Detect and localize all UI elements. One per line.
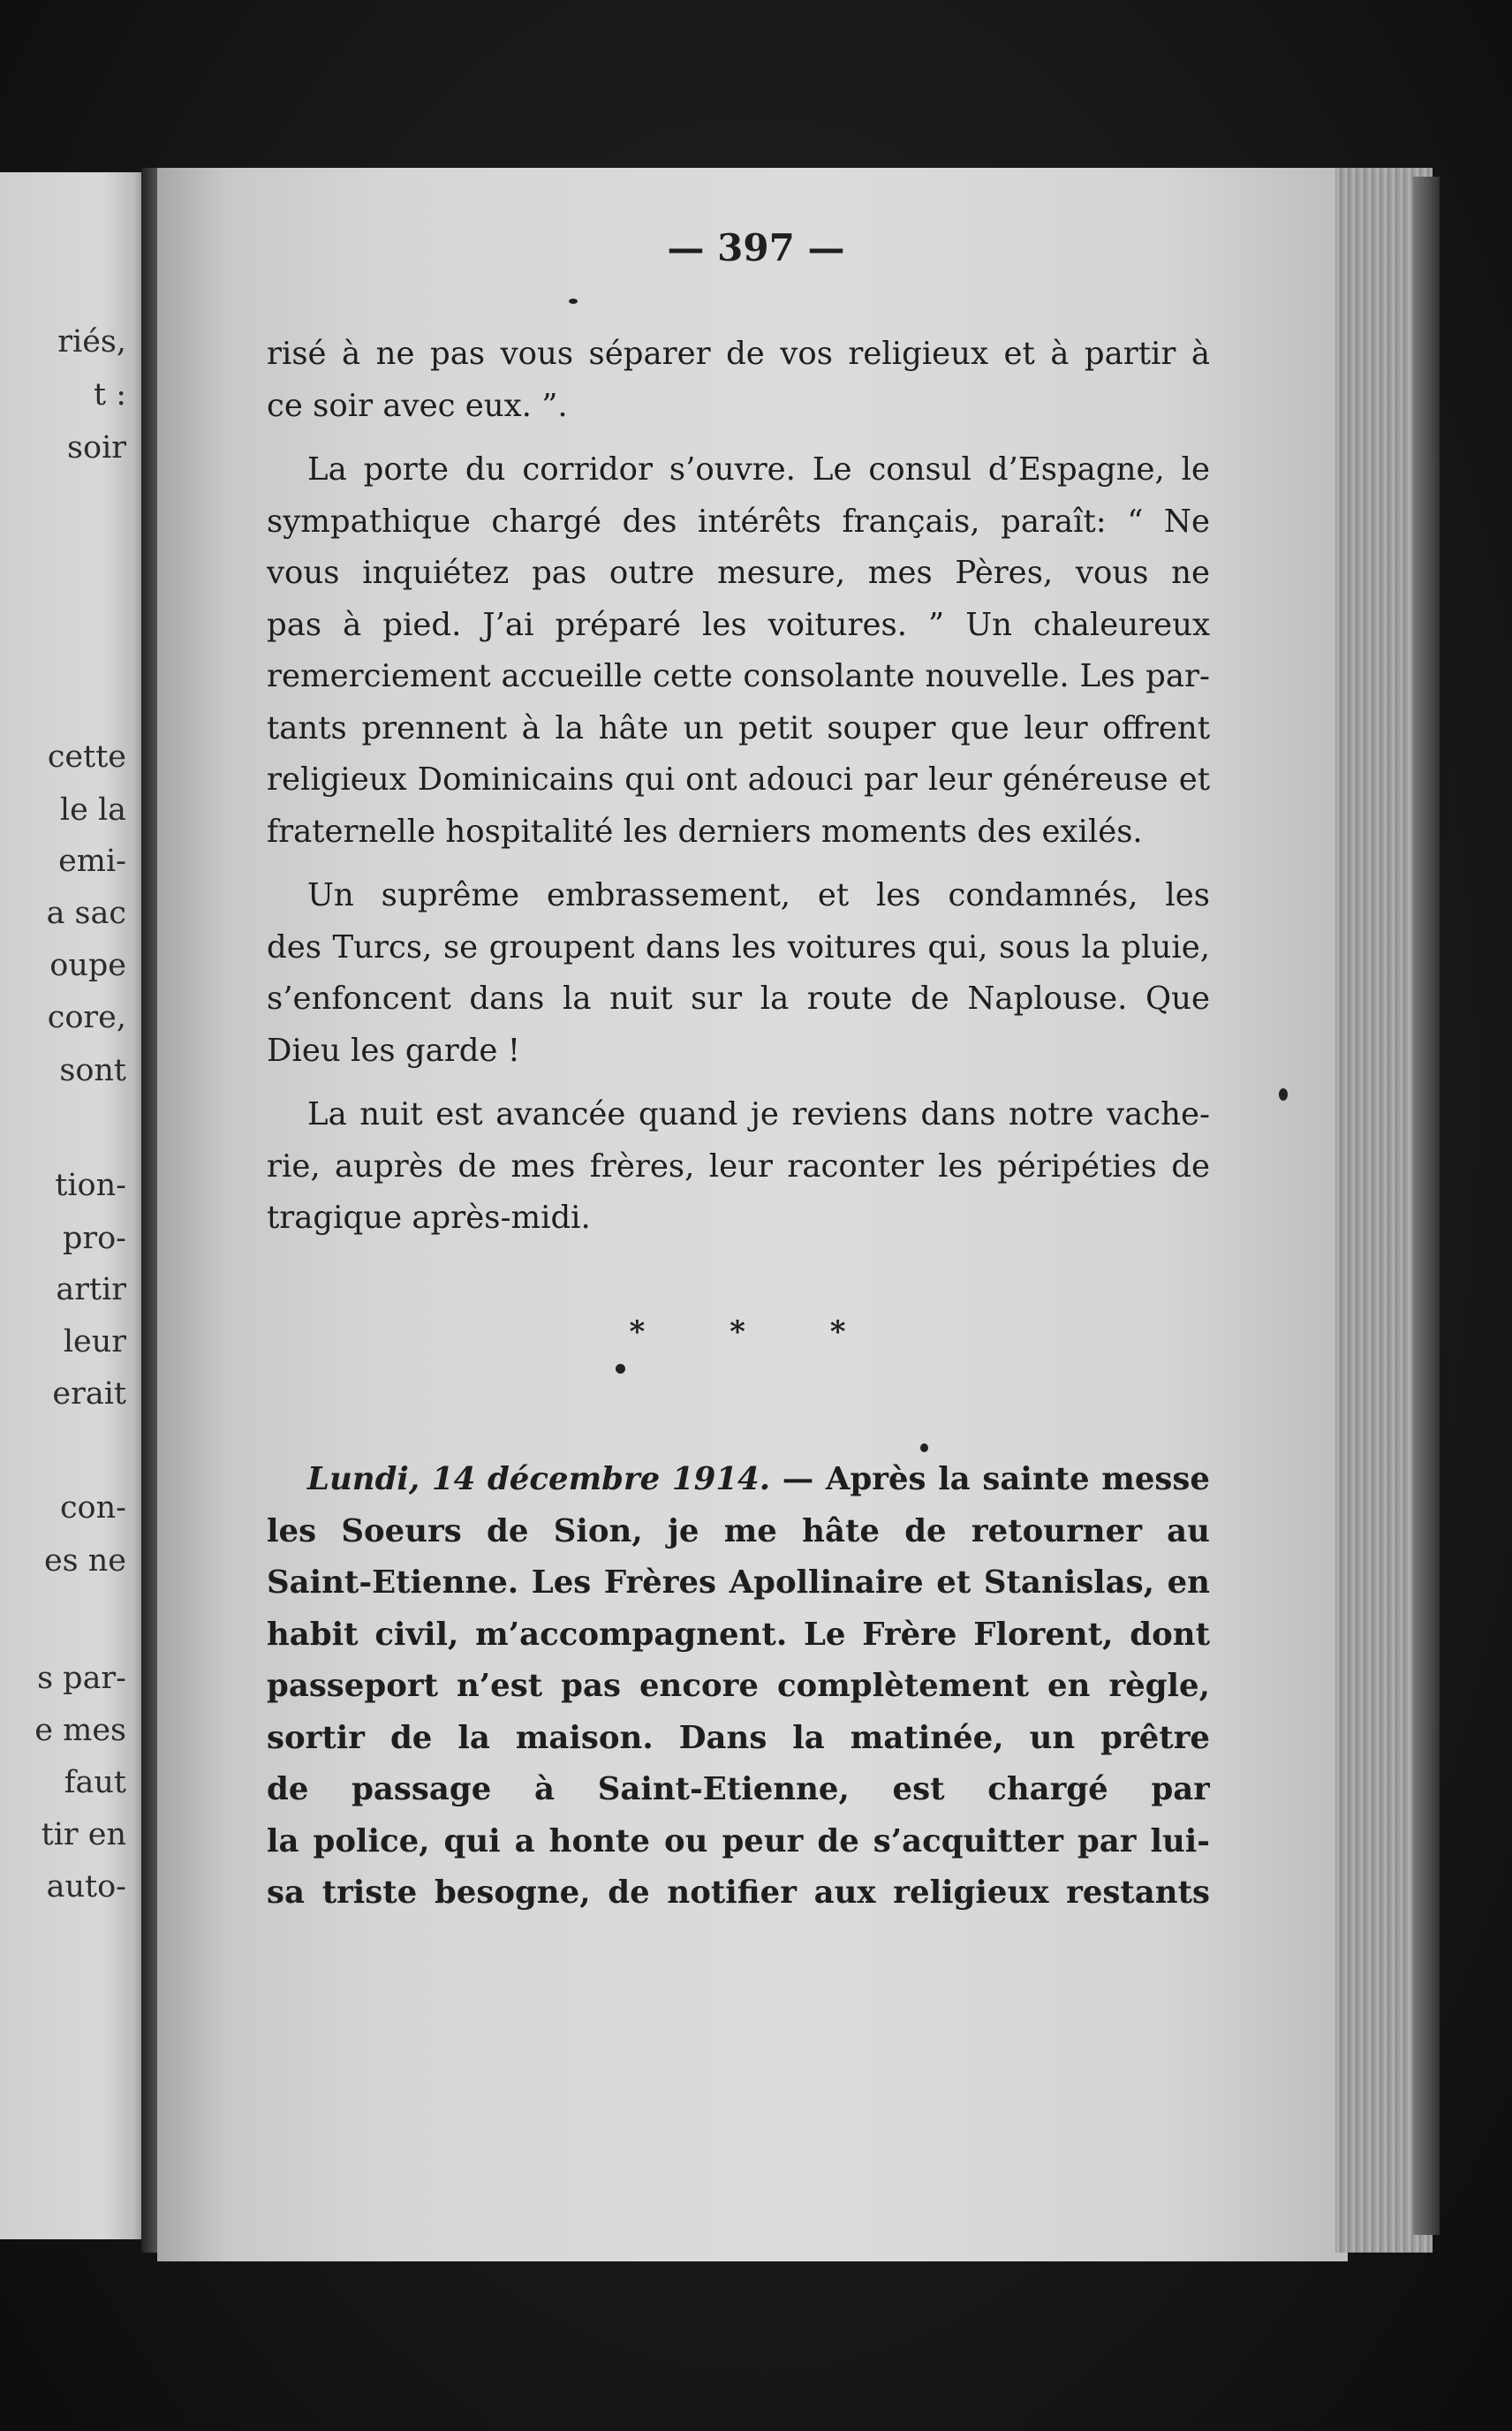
text-line: remerciement accueille cette consolante nouvelle. Les par-: [267, 658, 1210, 694]
left-page-line: oupe: [49, 948, 126, 983]
left-page-line: artir: [56, 1272, 126, 1307]
text-line: tragique après-midi.: [267, 1200, 591, 1236]
text-line: Dieu les garde !: [267, 1032, 520, 1069]
text-line: La porte du corridor s’ouvre. Le consul d’Espagne, le: [307, 451, 1210, 488]
left-page-line: a sac: [46, 896, 126, 931]
text-line: des Turcs, se groupent dans les voitures qui, sous la pluie,: [267, 928, 1210, 966]
page-number: — 397 —: [667, 226, 845, 269]
left-page-line: pro-: [62, 1221, 126, 1256]
left-page-line: emi-: [58, 844, 126, 879]
text-line: [267, 1454, 1210, 1506]
text-line: sympathique chargé des intérêts français, paraît: “ Ne: [267, 503, 1210, 540]
left-page-line: tion-: [55, 1168, 126, 1203]
text-line: religieux Dominicains qui ont adouci par leur généreuse et: [267, 761, 1210, 798]
text-line: ce soir avec eux. ”.: [267, 387, 568, 424]
entry-first-line: — Après la sainte messe: [782, 1461, 1210, 1497]
dust-speck: [1279, 1088, 1288, 1101]
left-page-line: faut: [64, 1765, 126, 1800]
paragraph: [267, 444, 1210, 858]
paragraph: [267, 329, 1210, 432]
text-line: risé à ne pas vous séparer de vos religieux et à partir à: [267, 336, 1210, 372]
left-page-line: es ne: [43, 1543, 126, 1579]
dust-speck: [920, 1443, 928, 1452]
left-page-line: soir: [67, 430, 126, 466]
left-page-line: e mes: [34, 1713, 126, 1748]
text-line: habit civil, m’accompagnent. Le Frère Florent, dont: [267, 1616, 1210, 1653]
text-line: sortir de la maison. Dans la matinée, un prêtre: [267, 1719, 1210, 1756]
text-line: fraternelle hospitalité les derniers moments des exilés.: [267, 813, 1143, 850]
text-line: les Soeurs de Sion, je me hâte de retourner au: [267, 1512, 1210, 1549]
paragraph: [267, 1089, 1210, 1245]
text-line: la police, qui a honte ou peur de s’acquitter par lui-: [267, 1822, 1210, 1859]
left-facing-page: [0, 172, 146, 2239]
section-separator: * * *: [629, 1314, 883, 1350]
dust-speck: [616, 1364, 625, 1374]
paragraph: [267, 870, 1210, 1077]
left-page-line: leur: [63, 1324, 126, 1359]
left-page-line: s par-: [37, 1661, 126, 1696]
text-line: de passage à Saint-Etienne, est chargé par: [267, 1771, 1210, 1807]
left-page-line: core,: [47, 1000, 126, 1035]
left-page-line: t :: [94, 377, 126, 413]
left-page-line: le la: [59, 792, 126, 828]
page-text: [267, 329, 1210, 1245]
text-line: s’enfoncent dans la nuit sur la route de Naplouse. Que: [267, 981, 1210, 1017]
left-page-line: tir en: [41, 1817, 126, 1852]
text-line: Un suprême embrassement, et les condamnés, les: [307, 877, 1210, 913]
page-edge-shadow: [1413, 177, 1440, 2235]
text-line: rie, auprès de mes frères, leur raconter les péripéties de: [267, 1147, 1210, 1185]
left-page-line: erait: [52, 1376, 126, 1412]
text-line: pas à pied. J’ai préparé les voitures. ” Un chaleureux: [267, 606, 1210, 643]
text-line: tants prennent à la hâte un petit souper que leur offrent: [267, 709, 1210, 746]
left-page-line: riés,: [57, 324, 126, 360]
dust-speck: [569, 299, 578, 304]
text-line: sa triste besogne, de notifier aux religieux restants: [267, 1874, 1210, 1911]
left-page-line: cette: [47, 739, 126, 775]
left-page-line: con-: [59, 1490, 126, 1526]
text-line: La nuit est avancée quand je reviens dans notre vache-: [307, 1096, 1210, 1132]
left-page-line: auto-: [46, 1869, 126, 1905]
text-line: Saint-Etienne. Les Frères Apollinaire et Stanislas, en: [267, 1564, 1210, 1601]
text-line: passeport n’est pas encore complètement en règle,: [267, 1668, 1210, 1704]
left-page-line: sont: [59, 1053, 126, 1088]
text-line: vous inquiétez pas outre mesure, mes Pères, vous ne: [267, 555, 1210, 591]
entry-date: Lundi, 14 décembre 1914.: [307, 1461, 771, 1497]
dated-entry: [267, 1454, 1210, 1920]
